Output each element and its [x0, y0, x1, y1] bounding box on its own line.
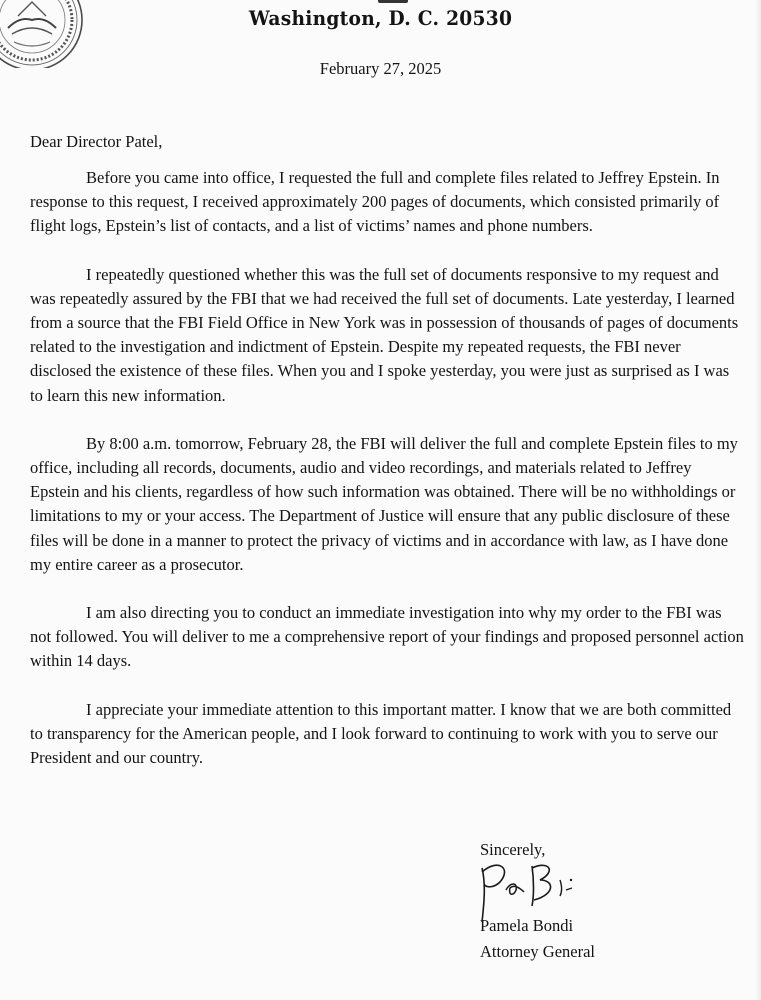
paragraph-2: I repeatedly questioned whether this was the full set of documents responsive to my request and was repeatedly assured by the FBI that we had received the full set of documents. Late yesterday, I learned from a source that the FBI Field Office in New York was in possession of thousands of pages of documents related to the investigation and indictment of Epstein. Despite my repeated requests, the FBI never disclosed the existence of these files. When you and I spoke yesterday, you were just as surprised as I was to learn this new information.	[30, 264, 739, 405]
paragraph-5: I appreciate your immediate attention to this important matter. I know that we are both committed to transparency for the American people, and I look forward to continuing to work with you to serve our President and our country.	[30, 699, 732, 768]
letter-date: February 27, 2025	[319, 59, 442, 78]
paragraph-1: Before you came into office, I requested the full and complete files related to Jeffrey Epstein. In response to this request, I received approximately 200 pages of documents, which consisted primarily of flight logs, Epstein’s list of contacts, and a list of victims’ names and phone numbers.	[30, 168, 720, 236]
letter-body	[30, 166, 744, 794]
paragraph-4: I am also directing you to conduct an immediate investigation into why my order to the FBI was not followed. You will deliver to me a comprehensive report of your findings and proposed personnel action within 14 days.	[30, 603, 744, 671]
signer-title: Attorney General	[480, 942, 595, 961]
page-edge-shadow	[755, 0, 761, 1000]
salutation: Dear Director Patel,	[30, 132, 163, 151]
paragraph-3: By 8:00 a.m. tomorrow, February 28, the FBI will deliver the full and complete Epstein files to my office, including all records, documents, audio and video recordings, and materials related to Jeffrey Epstein and his clients, regardless of how such information was obtained. There will be no withholdings or limitations to my or your access. The Department of Justice will ensure that any public disclosure of these files will be done in a manner to protect the privacy of victims and in accordance with law, as I have done my entire career as a prosecutor.	[30, 433, 738, 574]
valediction: Sincerely,	[480, 840, 546, 859]
signer-name: Pamela Bondi	[480, 916, 574, 935]
cropped-letterhead-fragment	[378, 0, 408, 3]
letterhead-city: Washington, D. C. 20530	[248, 6, 513, 30]
